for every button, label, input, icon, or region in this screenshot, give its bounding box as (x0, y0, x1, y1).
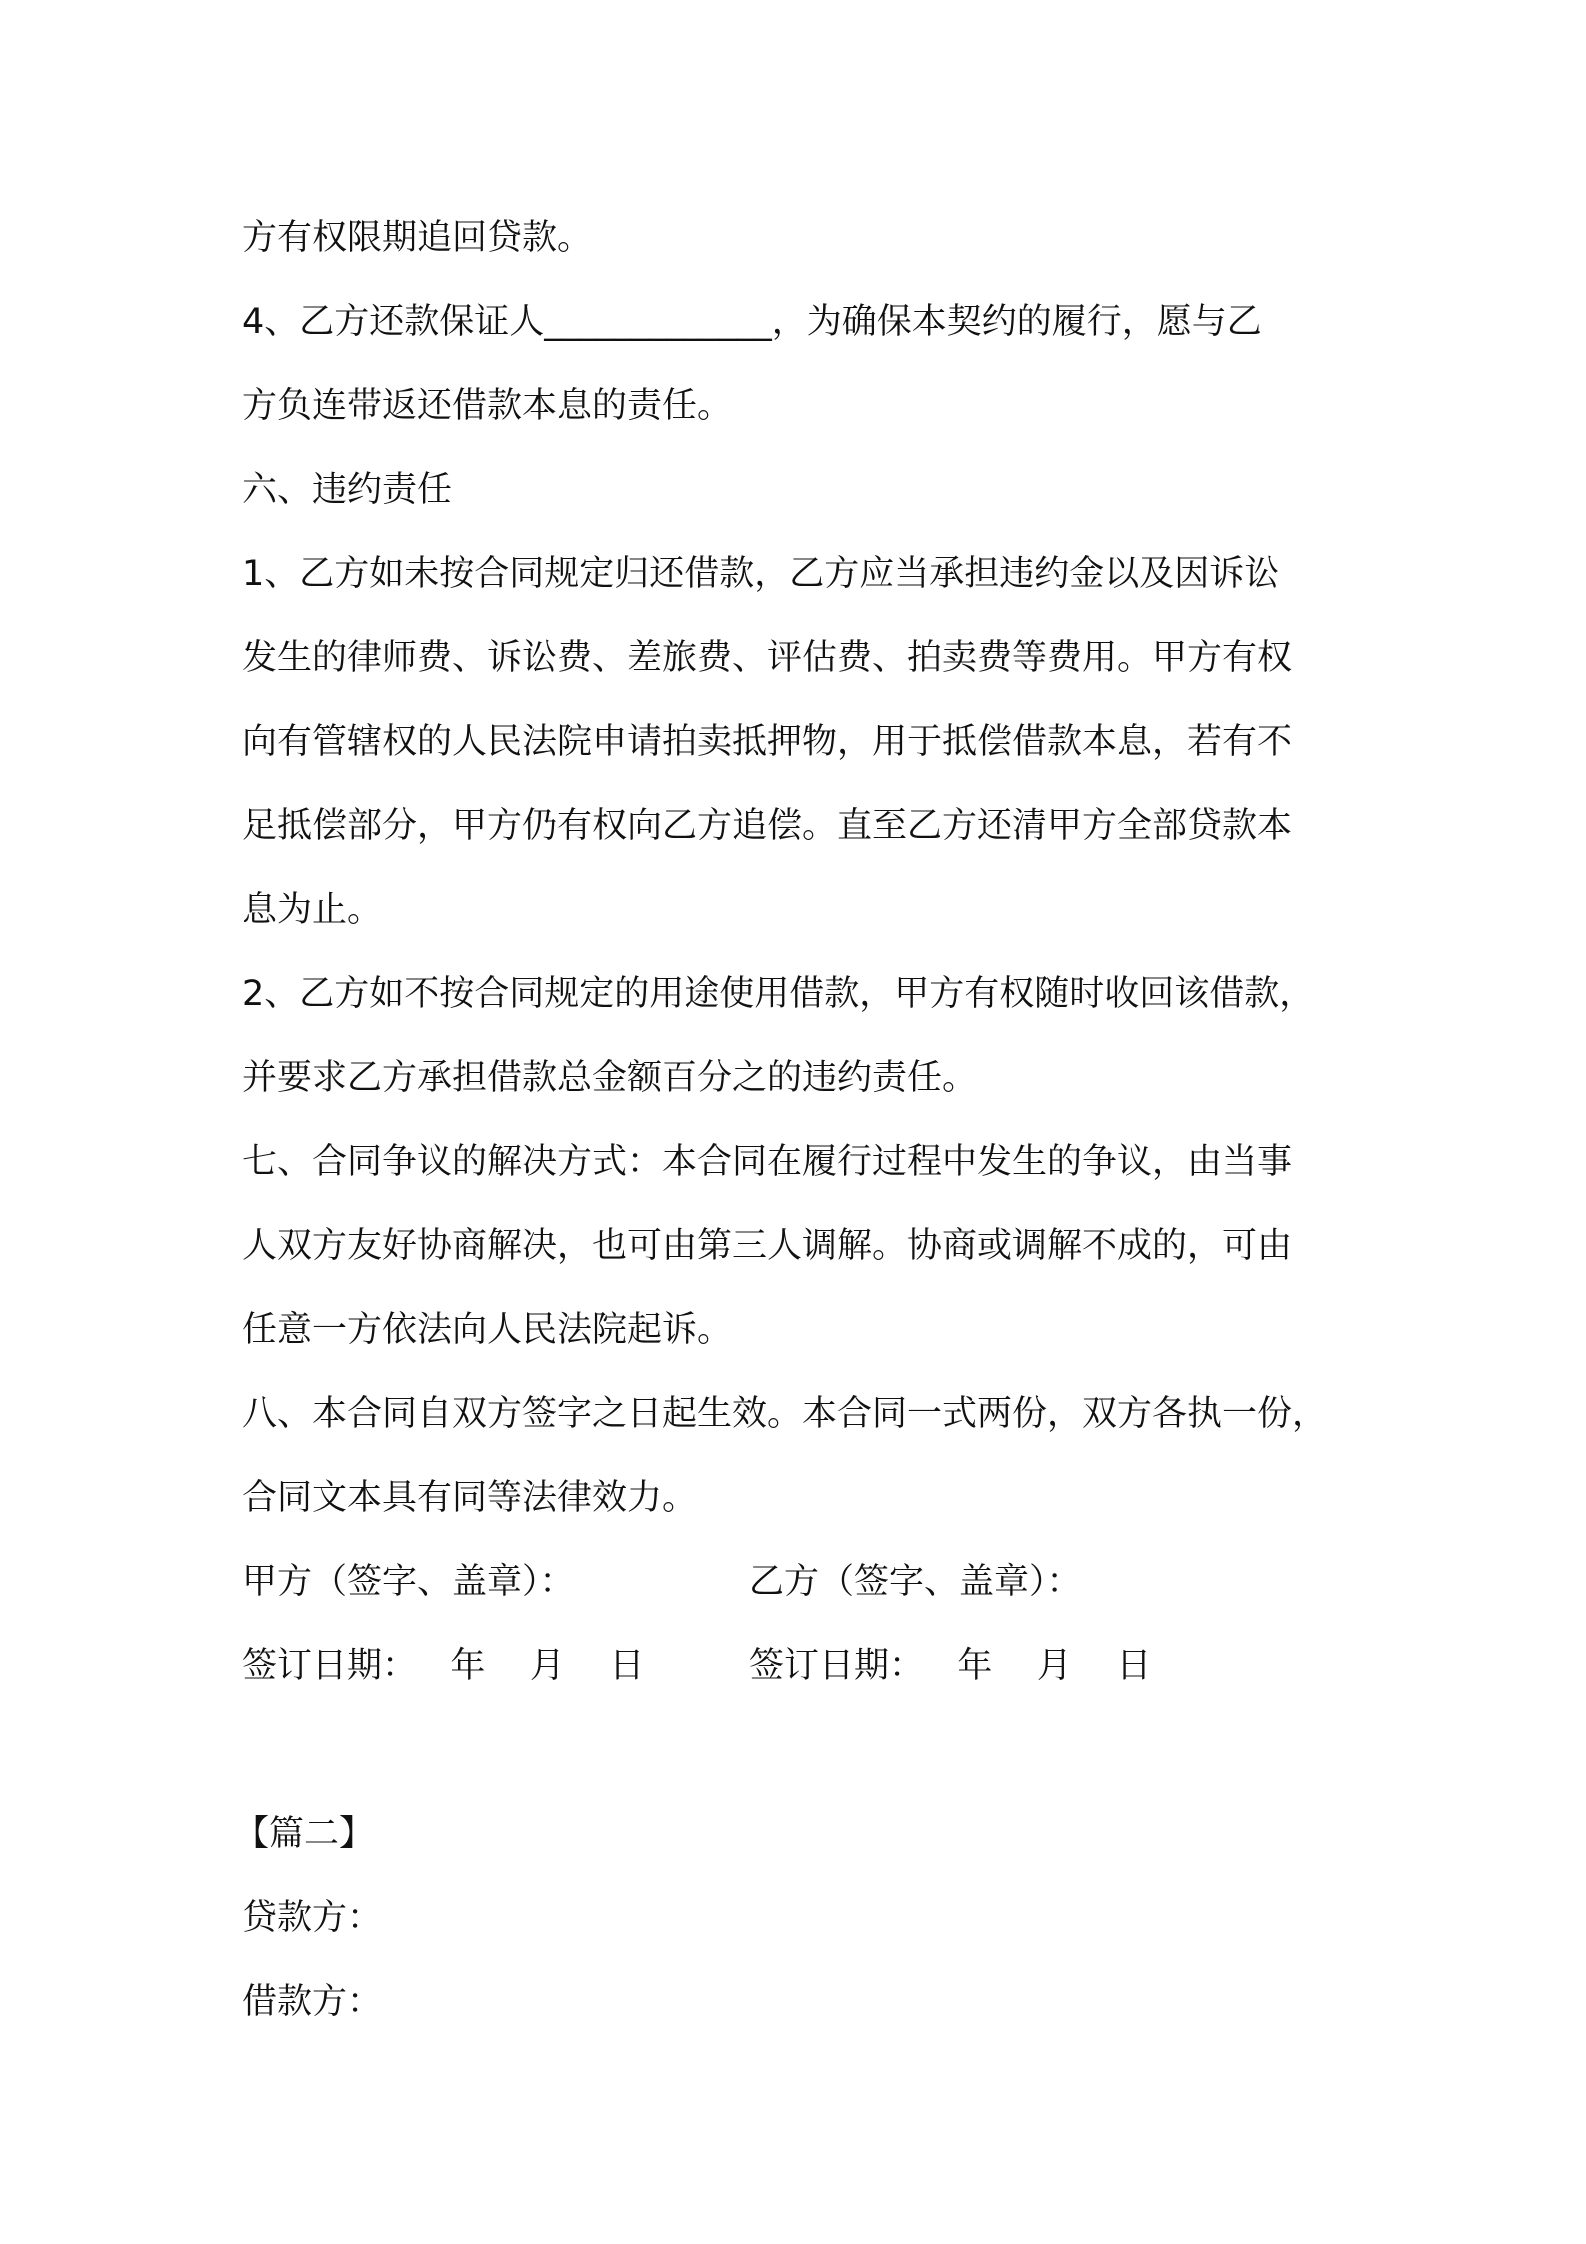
party-a-signature: 甲方（签字、盖章）： (242, 1562, 575, 1602)
lender-label: 贷款方： (242, 1898, 383, 1938)
text-line: 2、乙方如不按合同规定的用途使用借款，甲方有权随时收回该借款， (242, 974, 1315, 1014)
signature-row (242, 1540, 1362, 1624)
borrower-label: 借款方： (242, 1982, 383, 2022)
section-heading: 六、违约责任 (242, 470, 453, 510)
text-line: 八、本合同自双方签字之日起生效。本合同一式两份，双方各执一份， (242, 1394, 1328, 1434)
text-line: 并要求乙方承担借款总金额百分之的违约责任。 (242, 1058, 978, 1098)
text-line: 合同文本具有同等法律效力。 (242, 1478, 698, 1518)
text-line: 4、乙方还款保证人_____________，为确保本契约的履行，愿与乙 (242, 302, 1262, 342)
text-line: 1、乙方如未按合同规定归还借款，乙方应当承担违约金以及因诉讼 (242, 554, 1280, 594)
text-line: 七、合同争议的解决方式：本合同在履行过程中发生的争议，由当事 (242, 1142, 1293, 1182)
blank-gap (242, 1708, 1362, 1792)
text-line: 向有管辖权的人民法院申请拍卖抵押物，用于抵偿借款本息，若有不 (242, 722, 1293, 762)
text-line: 发生的律师费、诉讼费、差旅费、评估费、拍卖费等费用。甲方有权 (242, 638, 1293, 678)
party-b-signature: 乙方（签字、盖章）： (749, 1562, 1082, 1602)
text-line: 任意一方依法向人民法院起诉。 (242, 1310, 733, 1350)
party-a-date: 签订日期： 年 月 日 (242, 1646, 645, 1686)
text-line: 方有权限期追回贷款。 (242, 218, 593, 258)
text-line: 人双方友好协商解决，也可由第三人调解。协商或调解不成的，可由 (242, 1226, 1293, 1266)
document-body (234, 196, 1362, 2044)
text-line: 息为止。 (242, 890, 383, 930)
party-b-date: 签订日期： 年 月 日 (749, 1646, 1152, 1686)
text-line: 方负连带返还借款本息的责任。 (242, 386, 733, 426)
date-row (242, 1624, 1362, 1708)
section-two-title: 【篇二】 (234, 1814, 375, 1854)
text-line: 足抵偿部分，甲方仍有权向乙方追偿。直至乙方还清甲方全部贷款本 (242, 806, 1293, 846)
